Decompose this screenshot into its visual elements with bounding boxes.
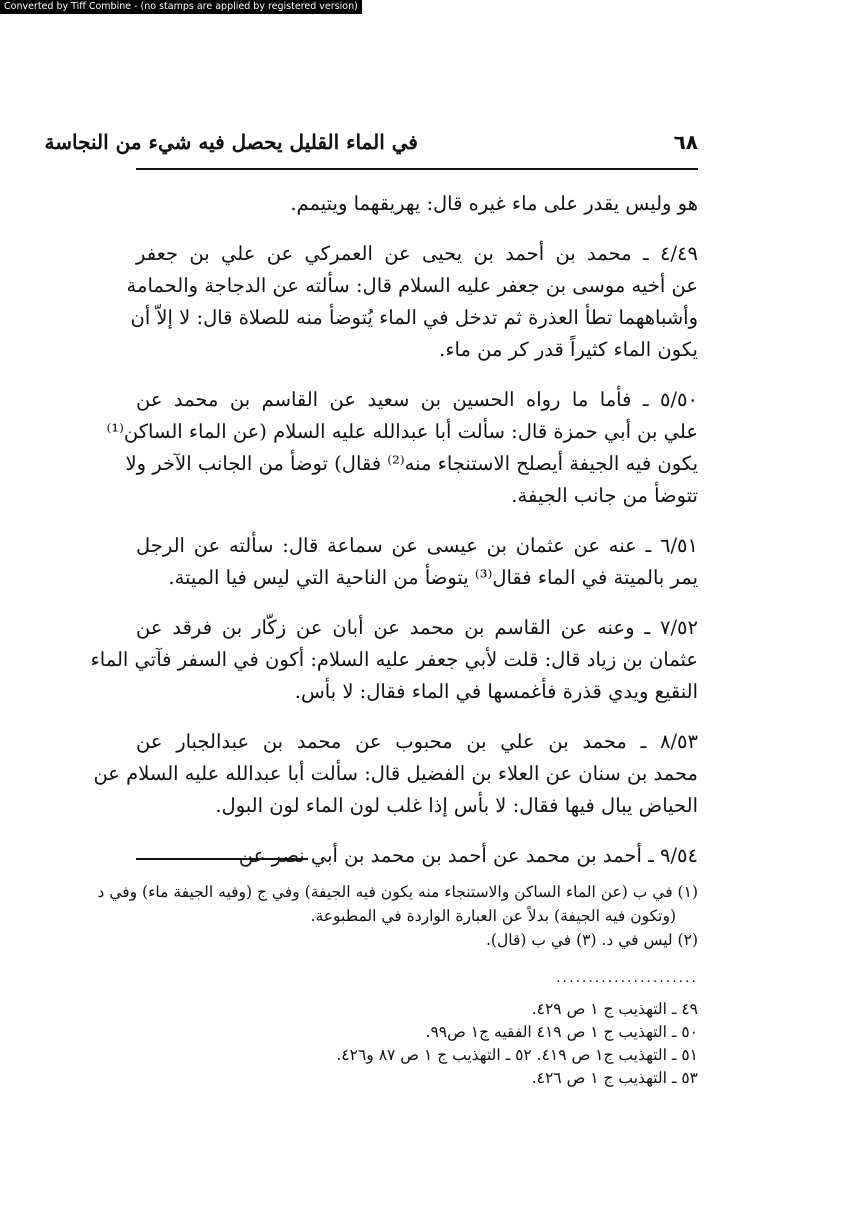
text-line: تتوضأ من جانب الجيفة. [511, 484, 698, 507]
footnote-line: (٢) ليس في د. (٣) في ب (قال). [485, 931, 698, 949]
main-text [90, 188, 698, 890]
text-line: عن أخيه موسى بن جعفر عليه السلام قال: سألته عن الدجاجة والحمامة [126, 274, 698, 297]
hadith-paragraph [93, 726, 698, 822]
text-line: يكون الماء كثيراً قدر كر من ماء. [439, 338, 698, 361]
hadith-paragraph [136, 530, 698, 594]
text-line: عثمان بن زياد قال: قلت لأبي جعفر عليه السلام: أكون في السفر فآتي الماء [90, 648, 698, 671]
page-number: ٦٨ [673, 130, 698, 154]
text-line: ٩/٥٤ ـ أحمد بن محمد عن أحمد بن محمد بن أبي نصر عن [238, 844, 698, 867]
footnotes [97, 880, 698, 952]
hadith-paragraph [106, 384, 698, 512]
footnote-rule [136, 858, 308, 860]
running-title: في الماء القليل يحصل فيه شيء من النجاسة [44, 130, 418, 154]
hadith-paragraph [136, 840, 698, 872]
text-line: وأشباههما تطأ العذرة ثم تدخل في الماء يُتوضأ منه للصلاة قال: لا إلاّ أن [130, 306, 698, 329]
text-line: محمد بن سنان عن العلاء بن الفضيل قال: سألت أبا عبدالله عليه السلام عن [93, 762, 698, 785]
text-line: ٥/٥٠ ـ فأما ما رواه الحسين بن سعيد عن القاسم بن محمد عن [136, 388, 698, 411]
text-line: ٦/٥١ ـ عنه عن عثمان بن عيسى عن سماعة قال: سألته عن الرجل [136, 534, 698, 557]
header-rule [136, 168, 698, 170]
text-line: علي بن أبي حمزة قال: سألت أبا عبدالله عليه السلام (عن الماء الساكن⁽¹⁾ [106, 420, 698, 443]
text-line: يمر بالميتة في الماء فقال⁽³⁾ يتوضأ من الناحية التي ليس فيا الميتة. [168, 566, 698, 589]
footnote-line: (وتكون فيه الجيفة) بدلاً عن العبارة الواردة في المطبوعة. [310, 907, 676, 925]
hadith-paragraph [126, 238, 698, 366]
reference-line: ٥٠ ـ التهذيب ج ١ ص ٤١٩ الفقيه ج١ ص٩٩. [425, 1023, 698, 1041]
text-line: الحياض يبال فيها فقال: لا بأس إذا غلب لون الماء لون البول. [215, 794, 698, 817]
reference-line: ٥١ ـ التهذيب ج١ ص ٤١٩. ٥٢ ـ التهذيب ج ١ ص ٨٧ و٤٢٦. [336, 1046, 698, 1064]
footnote-line: (١) في ب (عن الماء الساكن والاستنجاء منه يكون فيه الجيفة) وفي ج (وفيه الجيفة ماء) وفي د [97, 883, 698, 901]
converter-banner: Converted by Tiff Combine - (no stamps are applied by registered version) [0, 0, 362, 14]
separator-dots: ...................... [556, 970, 698, 986]
hadith-paragraph [90, 612, 698, 708]
text-line: هو وليس يقدر على ماء غيره قال: يهريقهما ويتيمم. [290, 192, 698, 215]
text-line: يكون فيه الجيفة أيصلح الاستنجاء منه⁽²⁾ فقال) توضأ من الجانب الآخر ولا [125, 452, 698, 475]
reference-line: ٥٣ ـ التهذيب ج ١ ص ٤٢٦. [531, 1069, 698, 1087]
reference-line: ٤٩ ـ التهذيب ج ١ ص ٤٢٩. [531, 1000, 698, 1018]
text-line: ٧/٥٢ ـ وعنه عن القاسم بن محمد عن أبان عن زكّار بن فرقد عن [136, 616, 698, 639]
running-header [44, 128, 698, 156]
text-line: ٨/٥٣ ـ محمد بن علي بن محبوب عن محمد بن عبدالجبار عن [136, 730, 698, 753]
source-references [136, 998, 698, 1090]
hadith-paragraph [136, 188, 698, 220]
text-line: ٤/٤٩ ـ محمد بن أحمد بن يحيى عن العمركي عن علي بن جعفر [136, 242, 698, 265]
text-line: النقيع ويدي قذرة فأغمسها في الماء فقال: لا بأس. [294, 680, 698, 703]
